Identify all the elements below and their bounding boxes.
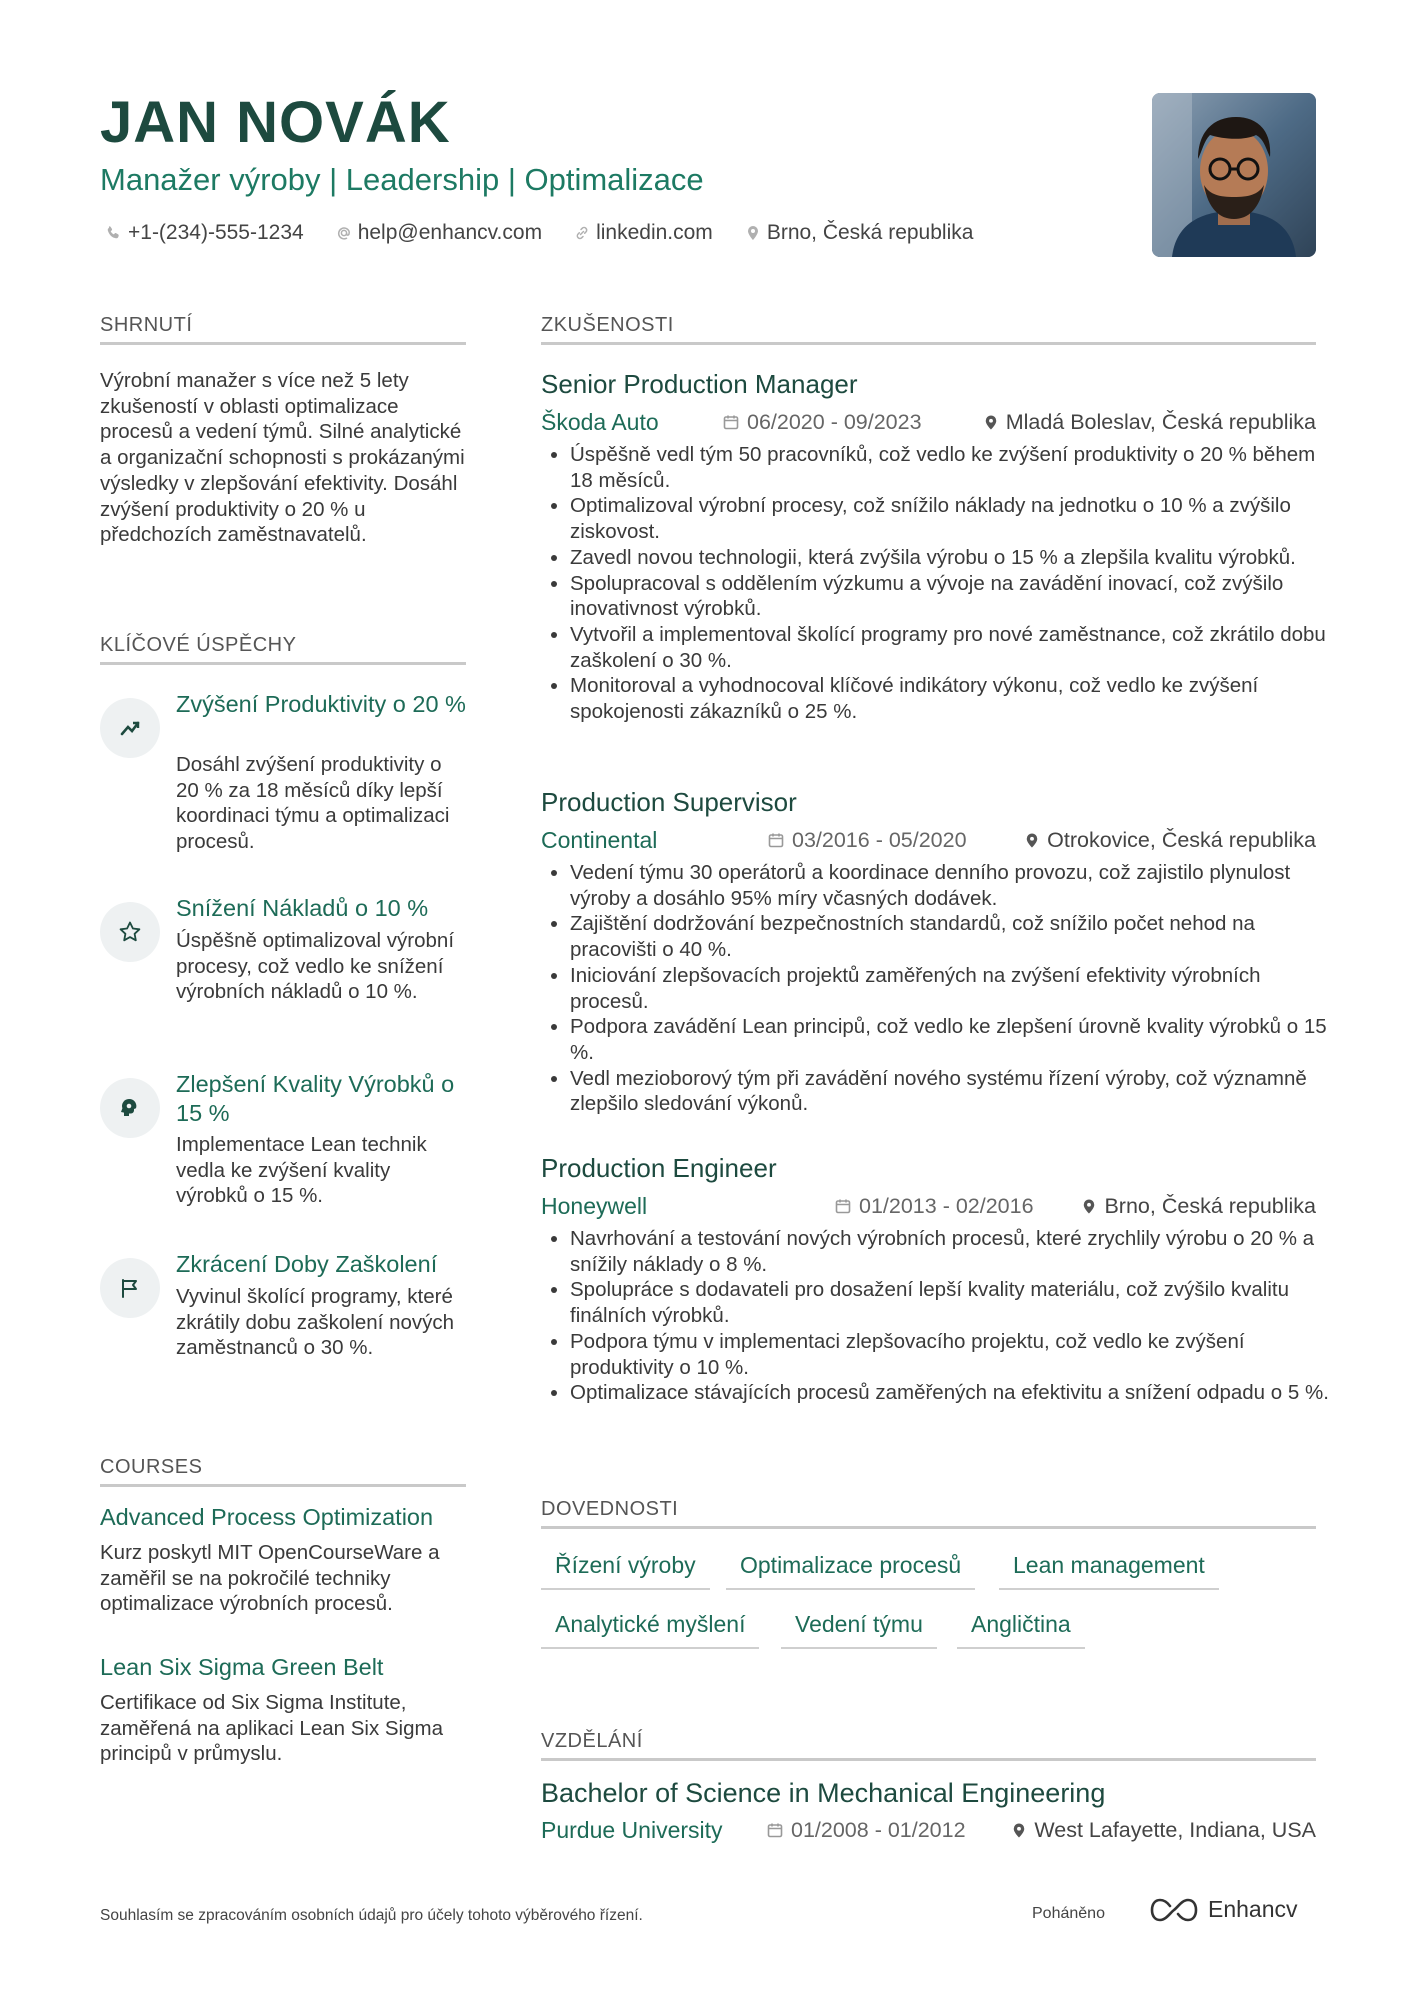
location-text: Brno, Česká republika (766, 221, 974, 244)
job-bullet: • Iniciování zlepšovacích projektů zaměřených na zvýšení efektivity výrobních procesů. (570, 963, 1340, 1014)
calendar-icon (767, 1822, 783, 1838)
job-location (984, 407, 1316, 437)
contact-bar (106, 218, 973, 248)
contact-phone[interactable] (106, 218, 304, 248)
job-bullet: • Optimalizoval výrobní procesy, což snížilo náklady na jednotku o 10 % a zvýšilo ziskovost. (570, 493, 1340, 544)
achievement-title: Zkrácení Doby Zaškolení (176, 1251, 438, 1277)
head-idea-icon (100, 1078, 160, 1138)
job-bullet: • Vedl mezioborový tým při zavádění nového systému řízení výroby, což významně zlepšilo sledování výkonů. (570, 1066, 1340, 1117)
job-location (1082, 1191, 1316, 1221)
location-pin-icon (1082, 1198, 1096, 1215)
portrait-image (1152, 93, 1316, 257)
job-bullets (548, 442, 1340, 725)
contact-location (745, 218, 974, 248)
job-dates (768, 825, 967, 855)
education-meta (541, 1815, 1316, 1845)
achievement-desc: Implementace Lean technik vedla ke zvýšení kvality výrobků o 15 %. (176, 1133, 427, 1208)
consent-note: Souhlasím se zpracováním osobních údajů pro účely tohoto výběrového řízení. (100, 1907, 643, 1924)
section-title-skills: DOVEDNOSTI (541, 1496, 1316, 1529)
linkedin-text: linkedin.com (596, 221, 713, 244)
section-title-achievements: KLÍČOVÉ ÚSPĚCHY (100, 632, 466, 665)
star-icon (100, 902, 160, 962)
job-location-text: Brno, Česká republika (1104, 1194, 1316, 1218)
job-bullet: • Vytvořil a implementoval školící programy pro nové zaměstnance, což zkrátilo dobu zaškolení o 30 %. (570, 622, 1340, 673)
job-bullet: • Optimalizace stávajících procesů zaměřených na efektivitu a snížení odpadu o 5 %. (570, 1380, 1340, 1406)
education-location-text: West Lafayette, Indiana, USA (1034, 1818, 1316, 1842)
job-bullet: • Spolupráce s dodavateli pro dosažení lepší kvality materiálu, což zvýšilo kvalitu finálních výrobků. (570, 1277, 1340, 1328)
job-bullet: • Podpora týmu v implementaci zlepšovacího projektu, což vedlo ke zvýšení produktivity o 10 %. (570, 1329, 1340, 1380)
calendar-icon (723, 414, 739, 430)
education-degree: Bachelor of Science in Mechanical Engineering (541, 1778, 1106, 1808)
job-bullet: • Monitoroval a vyhodnocoval klíčové indikátory výkonu, což vedlo ke zvýšení spokojenosti zákazníků o 25 %. (570, 673, 1340, 724)
location-pin-icon (1025, 832, 1039, 849)
company-name: Honeywell (541, 1193, 648, 1219)
contact-email[interactable] (336, 218, 542, 248)
job-title: Production Engineer (541, 1153, 777, 1183)
course-desc: Kurz poskytl MIT OpenCourseWare a zaměřil se na pokročilé techniky optimalizace výrobních procesů. (100, 1541, 440, 1616)
job-location-text: Mladá Boleslav, Česká republika (1005, 410, 1316, 434)
enhancv-logo-icon (1150, 1897, 1198, 1923)
skill-tag: Angličtina (957, 1609, 1085, 1649)
job-dates-text: 06/2020 - 09/2023 (747, 410, 922, 434)
job-title: Senior Production Manager (541, 369, 858, 399)
powered-by-label: Poháněno (1032, 1905, 1105, 1922)
achievement-desc: Vyvinul školící programy, které zkrátily dobu zaškolení nových zaměstnanců o 30 %. (176, 1285, 455, 1360)
education-dates-text: 01/2008 - 01/2012 (791, 1818, 966, 1842)
education-location (1012, 1815, 1316, 1845)
achievement-item (100, 690, 470, 860)
achievement-desc: Dosáhl zvýšení produktivity o 20 % za 18 měsíců díky lepší koordinaci týmu a optimalizaci procesů. (176, 753, 450, 854)
job-meta (541, 825, 1316, 855)
location-pin-icon (745, 225, 761, 241)
brand-name: Enhancv (1208, 1896, 1298, 1922)
skill-tag: Řízení výroby (541, 1550, 710, 1590)
achievement-item (100, 1070, 470, 1220)
job-bullet: • Úspěšně vedl tým 50 pracovníků, což vedlo ke zvýšení produktivity o 20 % během 18 měsíců. (570, 442, 1340, 493)
flag-icon (100, 1258, 160, 1318)
candidate-name: JAN NOVÁK (100, 90, 451, 155)
calendar-icon (835, 1198, 851, 1214)
job-location-text: Otrokovice, Česká republika (1047, 828, 1316, 852)
skill-tag: Analytické myšlení (541, 1609, 759, 1649)
phone-icon (106, 225, 122, 241)
email-text: help@enhancv.com (357, 221, 543, 244)
job-bullet: • Vedení týmu 30 operátorů a koordinace denního provozu, což zajistilo plynulost výroby a dosáhlo 95% míry včasných dodávek. (570, 860, 1340, 911)
skill-tag: Lean management (999, 1550, 1219, 1590)
job-meta (541, 1191, 1316, 1221)
achievement-item (100, 1250, 470, 1400)
job-dates-text: 01/2013 - 02/2016 (859, 1194, 1034, 1218)
course-desc: Certifikace od Six Sigma Institute, zaměřená na aplikaci Lean Six Sigma principů v průmyslu. (100, 1691, 443, 1766)
section-title-courses: COURSES (100, 1454, 466, 1487)
job-bullets (548, 860, 1340, 1117)
section-title-experience: ZKUŠENOSTI (541, 312, 1316, 345)
location-pin-icon (984, 414, 998, 431)
enhancv-logo[interactable] (1150, 1896, 1298, 1923)
section-title-education: VZDĚLÁNÍ (541, 1728, 1316, 1761)
job-bullet: • Podpora zavádění Lean principů, což vedlo ke zlepšení úrovně kvality výrobků o 15 %. (570, 1014, 1340, 1065)
skill-tag: Vedení týmu (781, 1609, 937, 1649)
school-name: Purdue University (541, 1817, 723, 1843)
company-name: Continental (541, 827, 658, 853)
calendar-icon (768, 832, 784, 848)
achievement-title: Snížení Nákladů o 10 % (176, 895, 429, 921)
phone-text: +1-(234)-555-1234 (128, 221, 304, 244)
achievement-item (100, 894, 470, 1034)
job-dates (723, 407, 922, 437)
at-icon (336, 225, 352, 241)
summary-text: Výrobní manažer s více než 5 lety zkušeností v oblasti optimalizace procesů a vedení týmů. Silné analytické a organizační schopnosti s prokázanými výsledky v zlepšování efektivity. Dosáhl zvýšení produktivity o 20 % u předchozích zaměstnavatelů. (100, 369, 465, 547)
achievement-title: Zlepšení Kvality Výrobků o 15 % (176, 1071, 455, 1126)
course-title: Lean Six Sigma Green Belt (100, 1654, 384, 1680)
achievement-desc: Úspěšně optimalizoval výrobní procesy, což vedlo ke snížení výrobních nákladů o 10 %. (176, 929, 455, 1004)
profile-photo (1152, 93, 1316, 257)
job-bullet: • Navrhování a testování nových výrobních procesů, které zrychlily výrobu o 20 % a snížily náklady o 8 %. (570, 1226, 1340, 1277)
trend-icon (100, 698, 160, 758)
company-name: Škoda Auto (541, 409, 659, 435)
job-location (1025, 825, 1316, 855)
job-title: Production Supervisor (541, 787, 797, 817)
job-dates (835, 1191, 1034, 1221)
job-bullet: • Zavedl novou technologii, která zvýšila výrobu o 15 % a zlepšila kvalitu výrobků. (570, 545, 1340, 571)
job-bullet: • Zajištění dodržování bezpečnostních standardů, což snížilo počet nehod na pracovišti o 40 %. (570, 911, 1340, 962)
job-dates-text: 03/2016 - 05/2020 (792, 828, 967, 852)
job-bullets (548, 1226, 1340, 1406)
job-bullet: • Spolupracoval s oddělením výzkumu a vývoje na zavádění inovací, což zvýšilo inovativnost výrobků. (570, 571, 1340, 622)
contact-linkedin[interactable] (574, 218, 713, 248)
achievement-title: Zvýšení Produktivity o 20 % (176, 691, 466, 717)
skill-tag: Optimalizace procesů (726, 1550, 975, 1590)
link-icon (574, 225, 590, 241)
education-dates (767, 1815, 966, 1845)
job-meta (541, 407, 1316, 437)
location-pin-icon (1012, 1822, 1026, 1839)
course-title: Advanced Process Optimization (100, 1504, 434, 1530)
section-title-summary: SHRNUTÍ (100, 312, 466, 345)
headline: Manažer výroby | Leadership | Optimalizace (100, 162, 704, 197)
